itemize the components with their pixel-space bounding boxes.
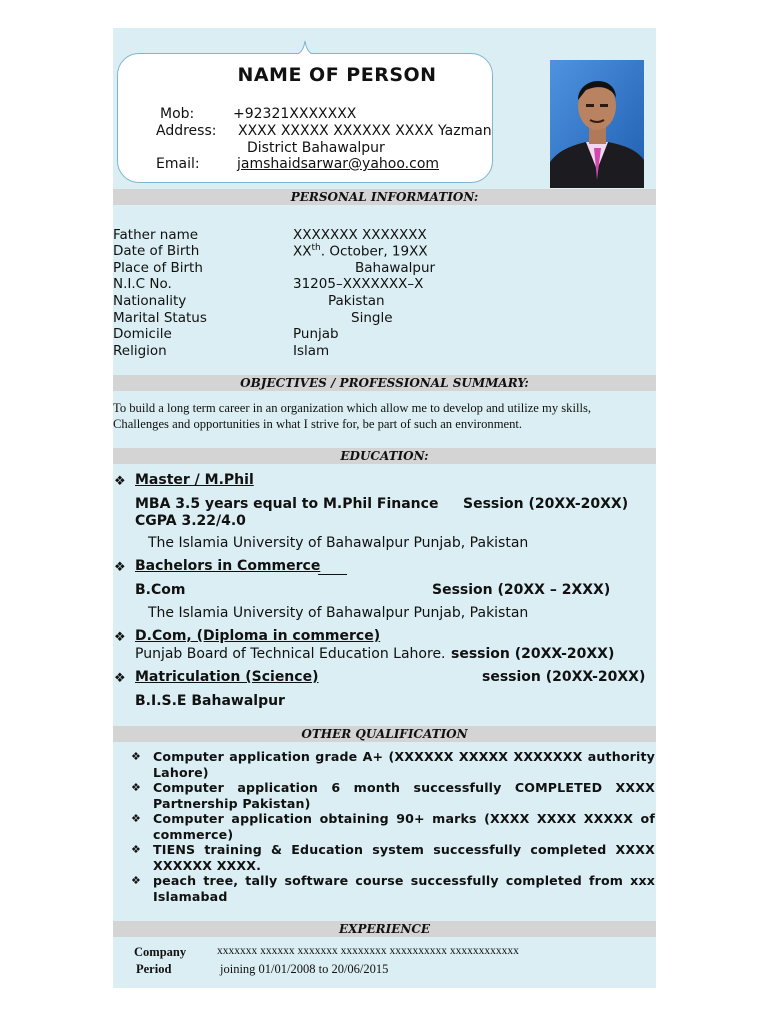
section-other-qualification: OTHER QUALIFICATION xyxy=(113,726,656,742)
pi-label: Religion xyxy=(113,343,167,359)
oq-item-line1: TIENS training & Education system successfully completed XXXX xyxy=(153,842,655,857)
edu-matric-board: B.I.S.E Bahawalpur xyxy=(135,693,285,709)
exp-period-value: joining 01/01/2008 to 20/06/2015 xyxy=(220,962,389,976)
heading-underline-extension xyxy=(318,574,347,575)
oq-item-line1: Computer application 6 month successfully COMPLETED XXXX xyxy=(153,780,655,795)
edu-master-session: Session (20XX-20XX) xyxy=(463,496,629,512)
pi-value: Bahawalpur xyxy=(355,260,436,276)
oq-item-line2: Islamabad xyxy=(153,889,228,904)
address-line2: District Bahawalpur xyxy=(247,140,385,156)
bullet-diamond-icon: ❖ xyxy=(131,874,141,887)
edu-dcom-session: session (20XX-20XX) xyxy=(451,646,615,662)
bullet-diamond-icon: ❖ xyxy=(114,474,126,489)
edu-dcom-heading: D.Com, (Diploma in commerce) xyxy=(135,628,381,644)
bullet-diamond-icon: ❖ xyxy=(131,750,141,763)
pi-value: 31205–XXXXXXX–X xyxy=(293,276,424,292)
edu-master-degree: MBA 3.5 years equal to M.Phil Finance xyxy=(135,496,439,512)
pi-label: N.I.C No. xyxy=(113,276,172,292)
objective-line2: Challenges and opportunities in what I strive for, be part of such an environment. xyxy=(113,417,523,431)
bullet-diamond-icon: ❖ xyxy=(114,630,126,645)
exp-company-label: Company xyxy=(134,945,187,959)
bullet-diamond-icon: ❖ xyxy=(114,560,126,575)
bullet-diamond-icon: ❖ xyxy=(131,781,141,794)
edu-bachelor-university: The Islamia University of Bahawalpur Punjab, Pakistan xyxy=(148,605,529,621)
bullet-diamond-icon: ❖ xyxy=(131,843,141,856)
address-line1: XXXX XXXXX XXXXXX XXXX Yazman xyxy=(238,123,492,139)
edu-bachelor-degree: B.Com xyxy=(135,582,186,598)
exp-period-label: Period xyxy=(136,962,172,976)
oq-item-line1: Computer application obtaining 90+ marks (XXXX XXXX XXXXX of xyxy=(153,811,655,826)
objective-line1: To build a long term career in an organization which allow me to develop and utilize my skills, xyxy=(113,401,592,415)
edu-dcom-board: Punjab Board of Technical Education Lahore. xyxy=(135,646,446,662)
section-personal-info: PERSONAL INFORMATION: xyxy=(113,189,656,205)
oq-item-line2: Lahore) xyxy=(153,765,209,780)
oq-item-line1: peach tree, tally software course successfully completed from xxx xyxy=(153,873,655,888)
pi-label: Domicile xyxy=(113,326,172,342)
section-objectives: OBJECTIVES / PROFESSIONAL SUMMARY: xyxy=(113,375,656,391)
pi-label: Place of Birth xyxy=(113,260,203,276)
exp-company-value: xxxxxxx xxxxxx xxxxxxx xxxxxxxx xxxxxxxxxx xxxxxxxxxxxx xyxy=(217,945,519,957)
pi-value: Islam xyxy=(293,343,330,359)
oq-item-line2: Partnership Pakistan) xyxy=(153,796,311,811)
edu-master-university: The Islamia University of Bahawalpur Punjab, Pakistan xyxy=(148,535,529,551)
email-link[interactable]: jamshaidsarwar@yahoo.com xyxy=(237,156,440,172)
edu-bachelor-heading: Bachelors in Commerce xyxy=(135,558,321,574)
pi-value: Punjab xyxy=(293,326,339,342)
section-education: EDUCATION: xyxy=(113,448,656,464)
oq-item-line2: commerce) xyxy=(153,827,234,842)
oq-item-line2: XXXXXX XXXX. xyxy=(153,858,262,873)
pi-label: Date of Birth xyxy=(113,243,200,259)
mob-label: Mob: xyxy=(160,106,195,122)
bubble-notch-decoration xyxy=(296,40,314,56)
bullet-diamond-icon: ❖ xyxy=(114,671,126,686)
pi-label: Marital Status xyxy=(113,310,207,326)
pi-label: Father name xyxy=(113,227,199,243)
edu-master-heading: Master / M.Phil xyxy=(135,472,254,488)
section-experience: EXPERIENCE xyxy=(113,921,656,937)
oq-item-line1: Computer application grade A+ (XXXXXX XXXXX XXXXXXX authority xyxy=(153,749,655,764)
edu-matric-heading: Matriculation (Science) xyxy=(135,669,319,685)
address-label: Address: xyxy=(156,123,217,139)
pi-value: XXth. October, 19XX xyxy=(293,243,428,260)
pi-value: Pakistan xyxy=(328,293,385,309)
email-label: Email: xyxy=(156,156,200,172)
edu-bachelor-session: Session (20XX – 2XXX) xyxy=(432,582,611,598)
bullet-diamond-icon: ❖ xyxy=(131,812,141,825)
profile-photo xyxy=(550,60,644,188)
person-name: NAME OF PERSON xyxy=(237,64,437,86)
pi-value: Single xyxy=(351,310,393,326)
pi-value: XXXXXXX XXXXXXX xyxy=(293,227,427,243)
edu-master-cgpa: CGPA 3.22/4.0 xyxy=(135,513,246,529)
mob-value: +92321XXXXXXX xyxy=(233,106,357,122)
pi-label: Nationality xyxy=(113,293,187,309)
edu-matric-session: session (20XX-20XX) xyxy=(482,669,646,685)
